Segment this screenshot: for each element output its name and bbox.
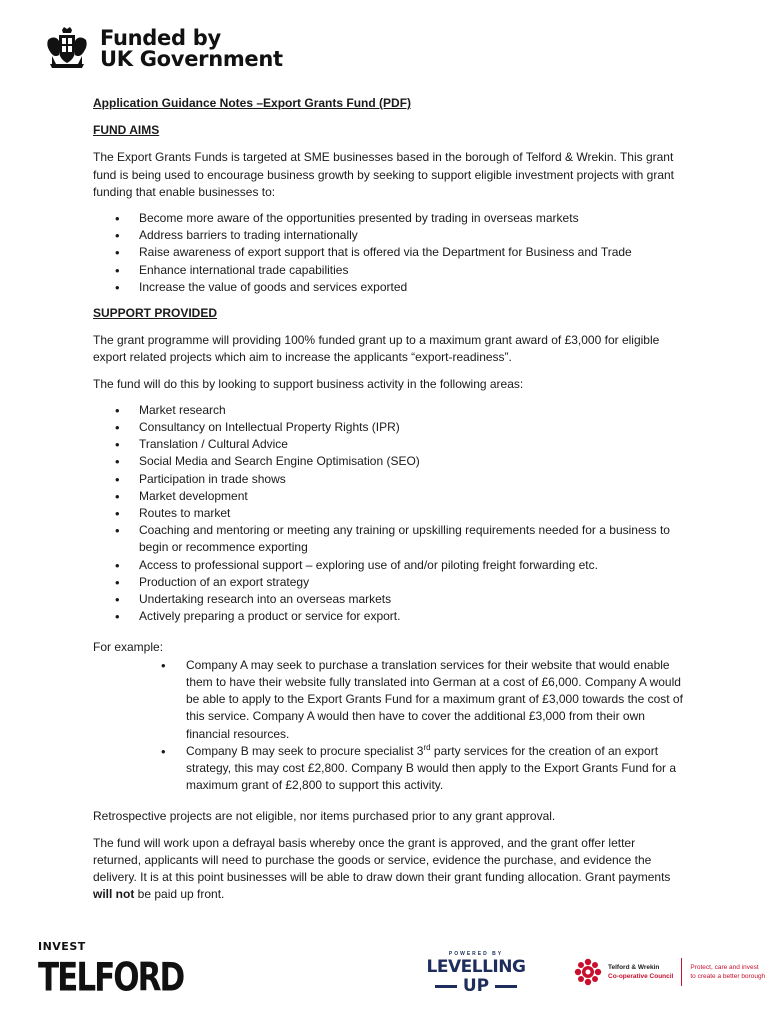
council-name: Telford & Wrekin (608, 964, 660, 971)
list-item: • Production of an export strategy (93, 574, 683, 591)
list-item: • Participation in trade shows (93, 471, 683, 488)
defrayal-text-post: be paid up front. (134, 887, 225, 902)
council-emblem-icon (574, 958, 602, 986)
document-title: Application Guidance Notes –Export Grants Fund (PDF) (93, 96, 412, 110)
telford-wrekin-council-logo (574, 958, 765, 986)
footer-logos (0, 936, 770, 1016)
defrayal-paragraph (93, 835, 683, 904)
telford-label: TELFORD (38, 955, 184, 1001)
divider (495, 985, 517, 988)
levelling-up-logo (424, 950, 528, 996)
funded-by-uk-government-logo (42, 26, 283, 72)
example-company-a: • Company A may seek to purchase a translation services for their website that would enable them to have their website fully translated into German at a cost of £6,000. Company A would be able to apply to the Export Grants Fund for a maximum grant of £3,000 towards the cost of this service. Company A would then have to cover the additional £3,000 from their own financial resources. (93, 657, 683, 743)
document-body (93, 95, 683, 912)
council-slogan-line-1: Protect, care and invest (690, 964, 759, 971)
uk-government-line: UK Government (100, 47, 283, 71)
invest-telford-logo (38, 940, 184, 1001)
defrayal-bold: will not (93, 887, 135, 902)
list-item: • Address barriers to trading internationally (93, 227, 683, 244)
retrospective-note: Retrospective projects are not eligible, nor items purchased prior to any grant approval. (93, 809, 556, 824)
for-example-label: For example: (93, 640, 164, 655)
support-para-1: The grant programme will providing 100% funded grant up to a maximum grant award of £3,000 for eligible export related projects which aim to increase the applicants “export-readiness”. (93, 333, 660, 365)
list-item: • Raise awareness of export support that is offered via the Department for Business and Trade (93, 244, 683, 261)
company-b-text-pre: Company B may seek to procure specialist 3 (186, 743, 424, 758)
divider (681, 958, 682, 986)
list-item: • Increase the value of goods and services exported (93, 279, 683, 296)
fund-aims-intro: The Export Grants Funds is targeted at SME businesses based in the borough of Telford & Wrekin. This grant fund is being used to encourage business growth by seeking to support eligible investment projects with grant funding that enable businesses to: (93, 150, 675, 199)
up-label: UP (462, 976, 490, 996)
support-para-2: The fund will do this by looking to support business activity in the following areas: (93, 376, 524, 391)
list-item: • Become more aware of the opportunities presented by trading in overseas markets (93, 210, 683, 227)
example-list (93, 657, 683, 795)
fund-aims-list (93, 210, 683, 296)
list-item: • Access to professional support – exploring use of and/or piloting freight forwarding etc. (93, 557, 683, 574)
divider (435, 985, 457, 988)
funded-by-line: Funded by (100, 26, 221, 50)
invest-label: INVEST (38, 940, 86, 953)
list-item: • Actively preparing a product or service for export. (93, 608, 683, 625)
support-areas-list (93, 402, 683, 626)
list-item: • Undertaking research into an overseas markets (93, 591, 683, 608)
defrayal-text-pre: The fund will work upon a defrayal basis whereby once the grant is approved, and the grant offer letter returned, applicants will need to purchase the goods or service, evidence the purchase, and evidence the delivery. It is at this point businesses will be able to draw down their grant funding allocation. Grant payments (93, 835, 671, 884)
powered-by-label: POWERED BY (448, 951, 504, 957)
levelling-label: LEVELLING (426, 957, 526, 977)
list-item: • Coaching and mentoring or meeting any training or upskilling requirements needed for a business to begin or recommence exporting (93, 522, 683, 556)
list-item: • Translation / Cultural Advice (93, 436, 683, 453)
fund-aims-heading: FUND AIMS (93, 123, 160, 138)
list-item: • Enhance international trade capabilities (93, 262, 683, 279)
company-b-text-post: party services for the creation of an export strategy, this may cost £2,800. Company B would then apply to the Export Grants Fund for a maximum grant of £2,800 to support this activity. (186, 743, 677, 793)
example-company-b (93, 743, 683, 795)
list-item: • Market development (93, 488, 683, 505)
royal-coat-of-arms-icon (42, 26, 92, 72)
ordinal-suffix: rd (423, 742, 431, 752)
council-slogan-line-2: to create a better borough (690, 973, 766, 980)
list-item: • Consultancy on Intellectual Property Rights (IPR) (93, 419, 683, 436)
list-item: • Market research (93, 402, 683, 419)
support-provided-heading: SUPPORT PROVIDED (93, 306, 218, 321)
list-item: • Routes to market (93, 505, 683, 522)
list-item: • Social Media and Search Engine Optimisation (SEO) (93, 453, 683, 470)
council-type: Co-operative Council (608, 973, 674, 980)
